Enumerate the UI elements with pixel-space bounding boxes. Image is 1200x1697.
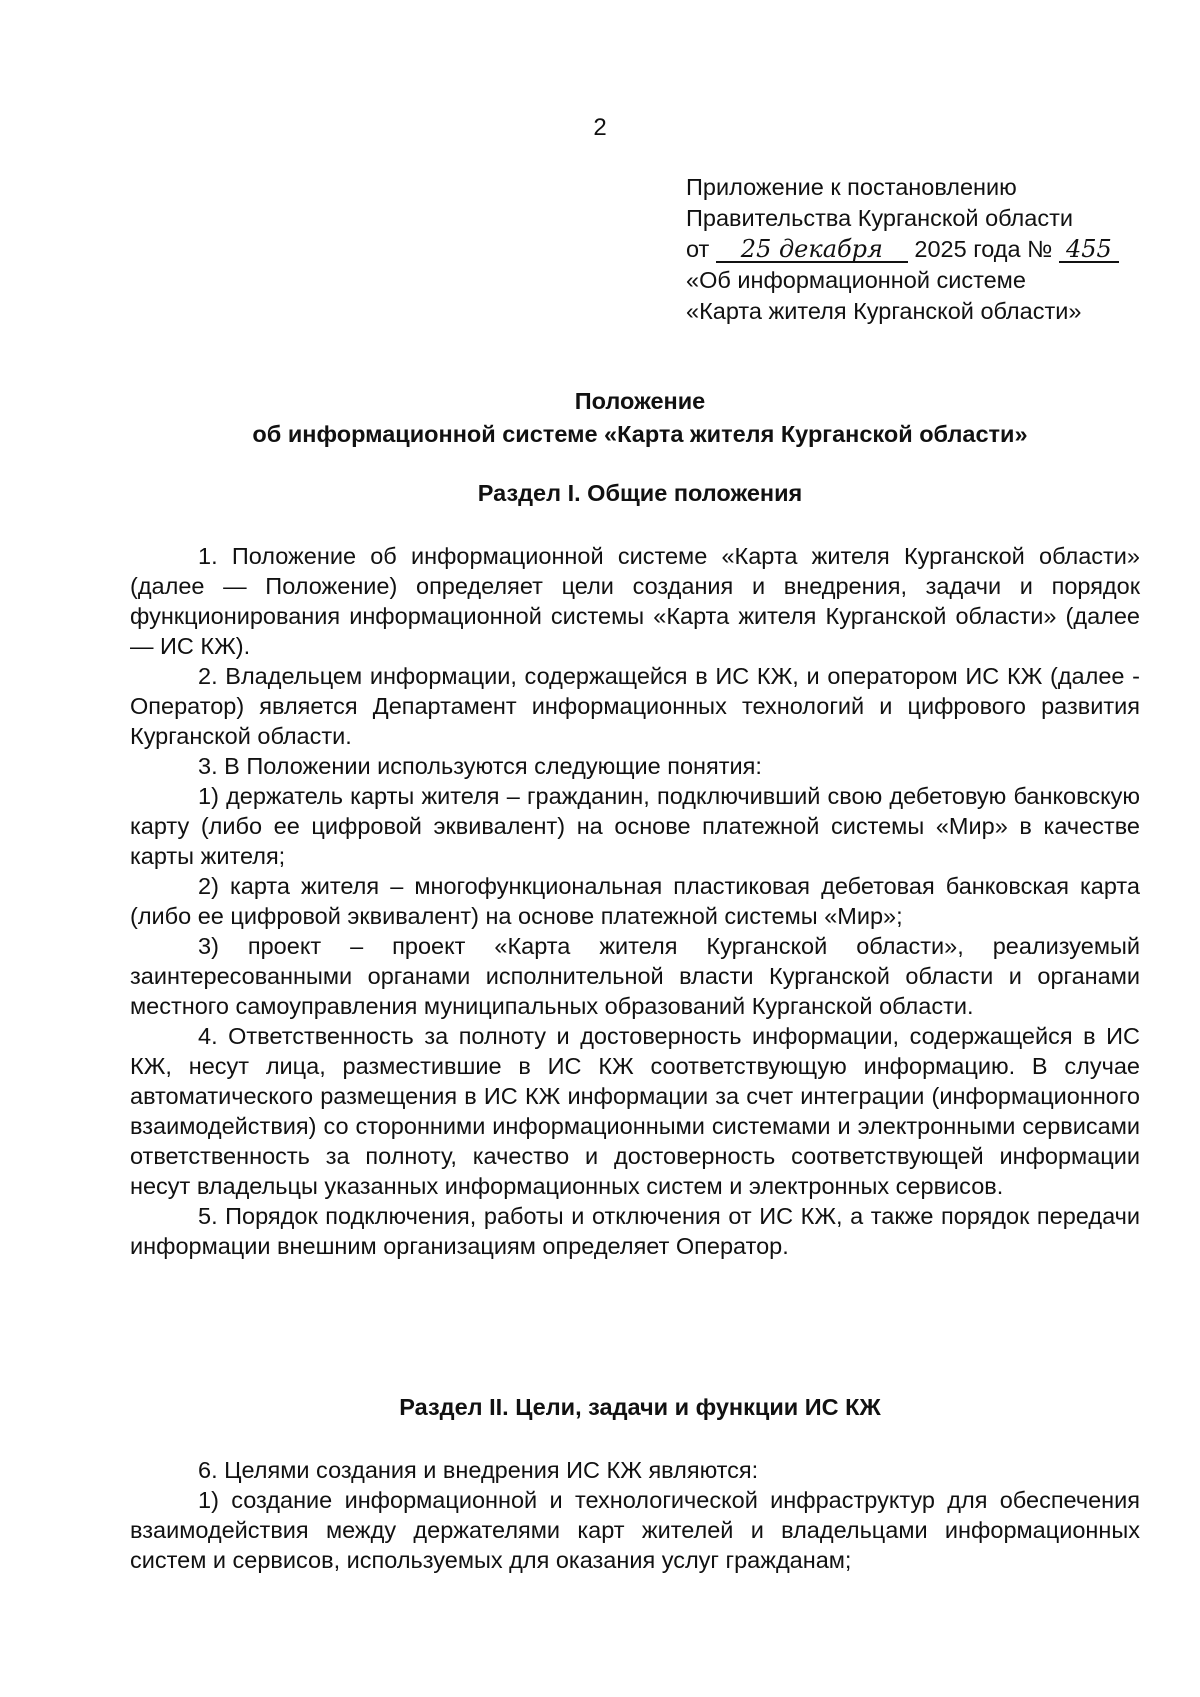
- from-label: от: [686, 236, 710, 262]
- section-1-body: [130, 541, 1140, 1261]
- paragraph: 1) создание информационной и технологической инфраструктур для обеспечения взаимодействия между держателями карт жителей и владельцами информационных систем и сервисов, используемых для оказания услуг гражданам;: [130, 1487, 1140, 1573]
- paragraph: 5. Порядок подключения, работы и отключения от ИС КЖ, а также порядок передачи информации внешним организациям определяет Оператор.: [130, 1203, 1140, 1259]
- title-line-1: Положение: [574, 388, 706, 414]
- page-number: 2: [593, 114, 607, 141]
- document-title: [160, 385, 1120, 451]
- paragraph: 4. Ответственность за полноту и достоверность информации, содержащейся в ИС КЖ, несут лица, разместившие в ИС КЖ соответствующую информацию. В случае автоматического размещения в ИС КЖ информации за счет интеграции (информационного взаимодействия) со сторонними информационными системами и электронными сервисами ответственность за полноту, качество и достоверность соответствующей информации несут владельцы указанных информационных систем и электронных сервисов.: [130, 1023, 1140, 1199]
- title-line-2: об информационной системе «Карта жителя Курганской области»: [252, 421, 1028, 447]
- handwritten-number: 455: [1059, 237, 1119, 263]
- appendix-line-3: [686, 234, 1156, 265]
- handwritten-date: 25 декабря: [716, 237, 908, 263]
- paragraph: 3) проект – проект «Карта жителя Курганской области», реализуемый заинтересованными органами исполнительной власти Курганской области и органами местного самоуправления муниципальных образований Курганской области.: [130, 933, 1140, 1019]
- section-2-body: [130, 1455, 1140, 1575]
- appendix-block: [686, 172, 1156, 327]
- appendix-line-4: «Об информационной системе: [686, 267, 1026, 293]
- paragraph: 1. Положение об информационной системе «Карта жителя Курганской области» (далее — Положение) определяет цели создания и внедрения, задачи и порядок функционирования информационной системы «Карта жителя Курганской области» (далее — ИС КЖ).: [130, 543, 1140, 659]
- paragraph: 3. В Положении используются следующие понятия:: [198, 753, 762, 779]
- section-1-heading: Раздел I. Общие положения: [477, 480, 803, 506]
- section-2-heading: Раздел II. Цели, задачи и функции ИС КЖ: [399, 1394, 881, 1420]
- appendix-line-1: Приложение к постановлению: [686, 174, 1017, 200]
- paragraph: 2) карта жителя – многофункциональная пластиковая дебетовая банковская карта (либо ее цифровой эквивалент) на основе платежной системы «Мир»;: [130, 873, 1140, 929]
- paragraph: 1) держатель карты жителя – гражданин, подключивший свою дебетовую банковскую карту (либо ее цифровой эквивалент) на основе платежной системы «Мир» в качестве карты жителя;: [130, 783, 1140, 869]
- paragraph: 6. Целями создания и внедрения ИС КЖ являются:: [198, 1457, 759, 1483]
- year-label: 2025 года №: [914, 236, 1053, 262]
- appendix-line-5: «Карта жителя Курганской области»: [686, 298, 1082, 324]
- appendix-line-2: Правительства Курганской области: [686, 205, 1073, 231]
- paragraph: 2. Владельцем информации, содержащейся в ИС КЖ, и оператором ИС КЖ (далее - Оператор) является Департамент информационных технологий и цифрового развития Курганской области.: [130, 663, 1140, 749]
